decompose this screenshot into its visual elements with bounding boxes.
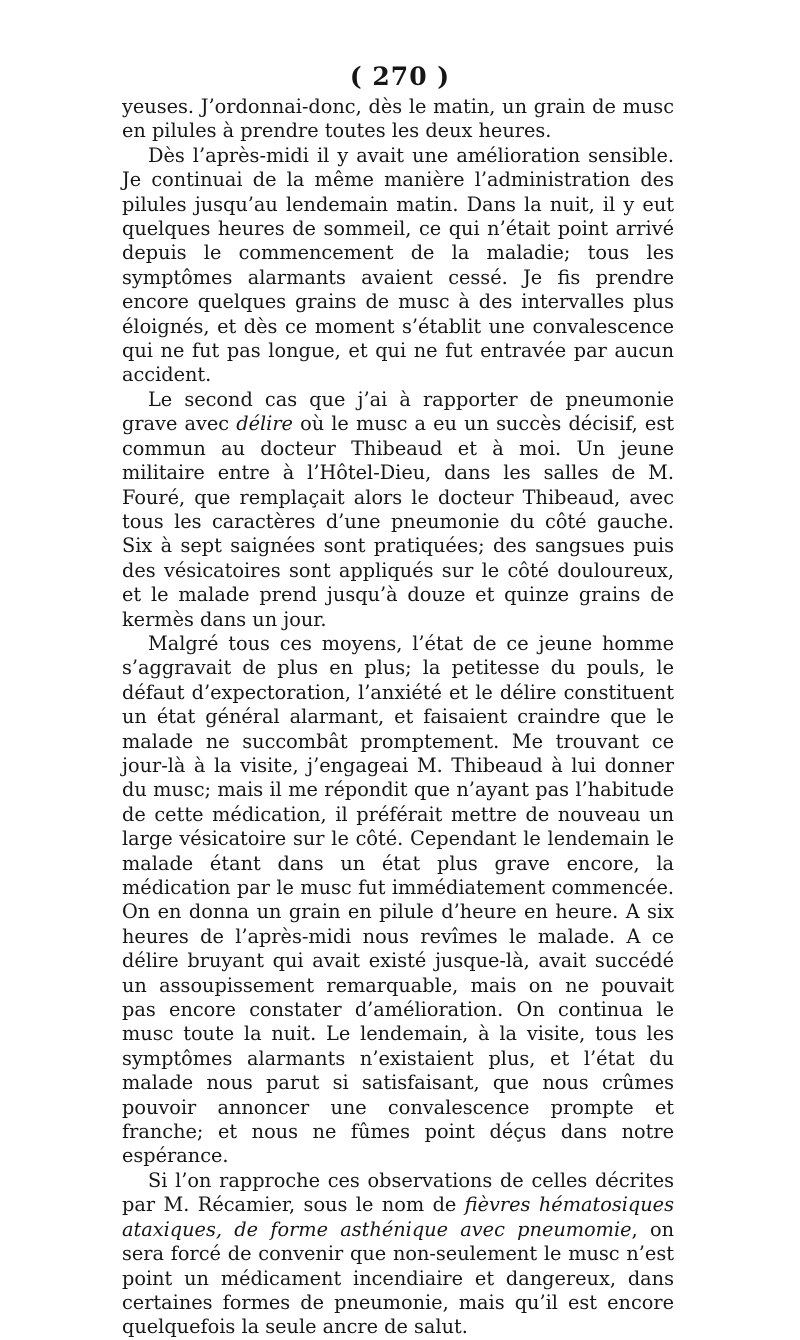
page-number: ( 270 ) <box>349 62 451 91</box>
paragraph <box>122 632 674 1169</box>
paragraph <box>122 1169 674 1340</box>
paragraph-text: Malgré tous ces moyens, l’état de ce jeune homme s’aggravait de plus en plus; la petitesse du pouls, le défaut d’expectoration, l’anxiété et le délire constituent un état général alarmant, et faisaient craindre que le malade ne succombât promptement. Me trouvant ce jour-là à la visite, j’engageai M. Thibeaud à lui donner du musc; mais il me répondit que n’ayant pas l’habitude de cette médication, il préférait mettre de nouveau un large vésicatoire sur le côté. Cependant le lendemain le malade étant dans un état plus grave encore, la médication par le musc fut immédiatement commencée. On en donna un grain en pilule d’heure en heure. A six heures de l’après-midi nous revîmes le malade. A ce délire bruyant qui avait existé jusque-là, avait succédé un assoupissement remarquable, mais on ne pouvait pas encore constater d’amélioration. On continua le musc toute la nuit. Le lendemain, à la visite, tous les symptômes alarmants n’existaient plus, et l’état du malade nous parut si satisfaisant, que nous crûmes pouvoir annoncer une convalescence prompte et franche; et nous ne fûmes point déçus dans notre espérance. <box>122 631 674 1168</box>
body-text <box>122 95 674 1340</box>
paragraph-text: où le musc a eu un succès décisif, est commun au docteur Thibeaud et à moi. Un jeune militaire entre à l’Hôtel-Dieu, dans les salles de M. Fouré, que remplaçait alors le docteur Thibeaud, avec tous les caractères d’une pneumonie du côté gauche. Six à sept saignées sont pratiquées; des sangsues puis des vésicatoires sont appliqués sur le côté douloureux, et le malade prend jusqu’à douze et quinze grains de kermès dans un jour. <box>122 412 674 631</box>
italic-text: fièvres hématosiques ataxiques, de forme asthénique avec pneumomie <box>122 1193 674 1241</box>
italic-text: délire <box>236 412 293 436</box>
paragraph-text: Dès l’après-midi il y avait une amélioration sensible. Je continuai de la même manière l’administration des pilules jusqu’au lendemain matin. Dans la nuit, il y eut quelques heures de sommeil, ce qui n’était point arrivé depuis le commencement de la maladie; tous les symptômes alarmants avaient cessé. Je fis prendre encore quelques grains de musc à des intervalles plus éloignés, et dès ce moment s’établit une convalescence qui ne fut pas longue, et qui ne fut entravée par aucun accident. <box>122 143 674 387</box>
paragraph <box>122 95 674 144</box>
paragraph <box>122 144 674 388</box>
paragraph-text: Si l’on rapproche ces observations de celles décrites par M. Récamier, sous le nom de <box>122 1168 674 1217</box>
paragraph-text: Le second cas que j’ai à rapporter de pneumonie grave avec <box>122 387 674 436</box>
paragraph-text: yeuses. J’ordonnai-donc, dès le matin, un grain de musc en pilules à prendre toutes les deux heures. <box>122 95 674 143</box>
paragraph-text: , on sera forcé de convenir que non-seulement le musc n’est point un médicament incendiaire et dangereux, dans certaines formes de pneumonie, mais qu’il est encore quelquefois la seule ancre de salut. <box>122 1217 674 1339</box>
paragraph <box>122 388 674 632</box>
